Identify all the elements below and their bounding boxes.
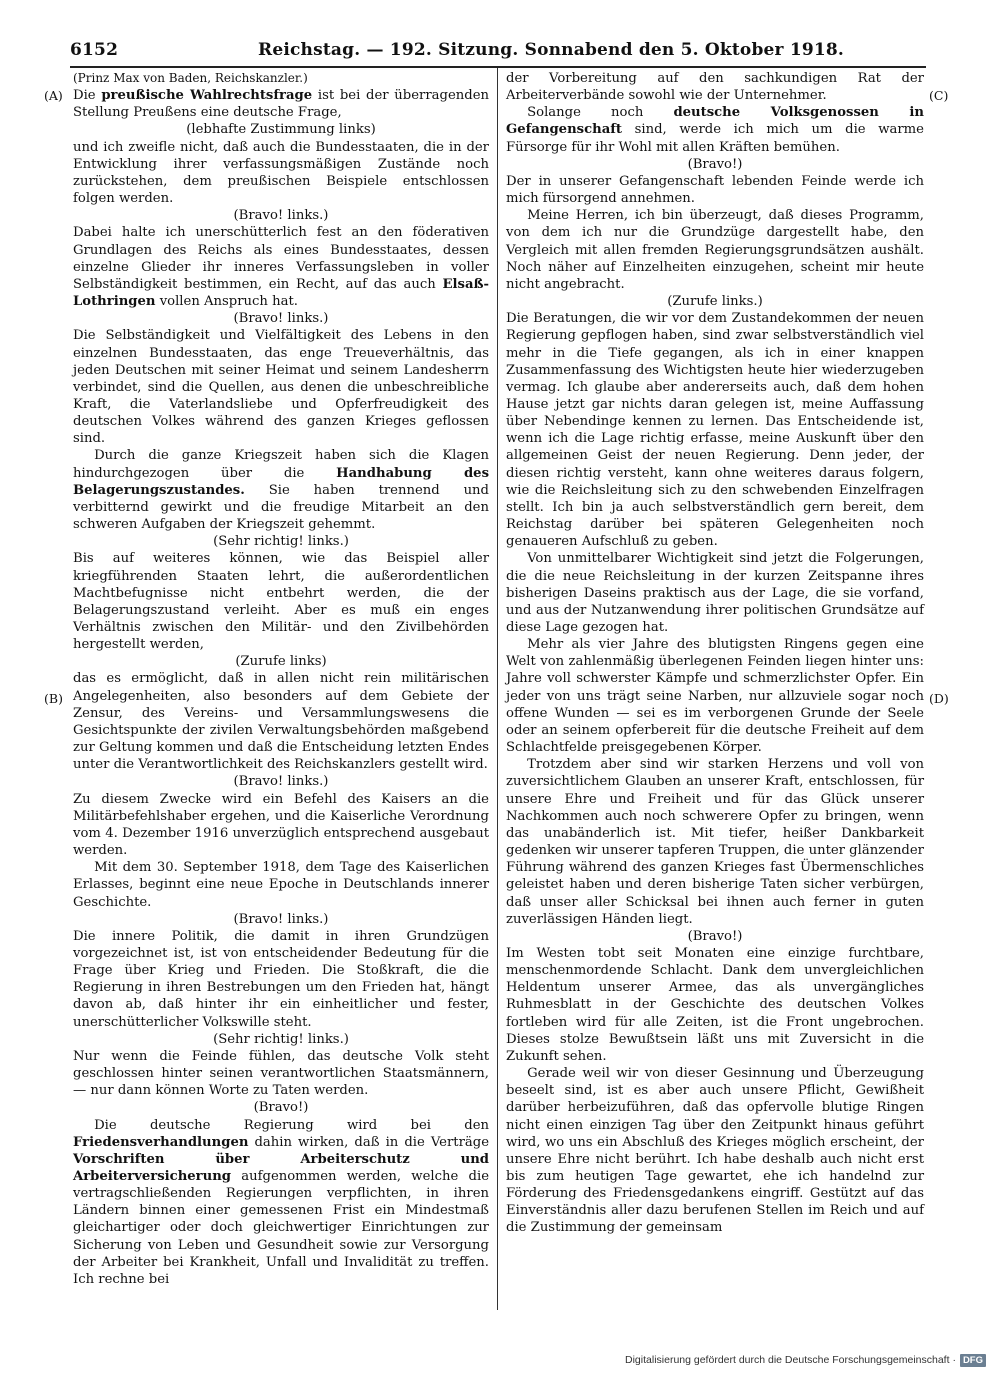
interjection: (Sehr richtig! links.) xyxy=(213,1031,349,1047)
margin-marker-b: (B) xyxy=(44,691,63,706)
interjection: (Bravo! links.) xyxy=(233,911,329,927)
speaker-attribution: (Prinz Max von Baden, Reichskanzler.) xyxy=(73,71,308,85)
paragraph: Die Selbständigkeit und Vielfältigkeit des Lebens in den einzelnen Bundesstaaten, das enge Treueverhältnis, das jeden Deutschen mit seiner Heimat und seinem Landesherrn verbindet, sind die Quellen, aus denen die unbeschreibliche Kraft, die Vaterlandsliebe und Opferfreudigkeit des deutschen Volkes während des ganzen Krieges geflossen sind. xyxy=(73,328,489,447)
paragraph: Gerade weil wir von dieser Gesinnung und Überzeugung beseelt sind, ist es aber auch unsere Pflicht, Gewißheit darüber herbeizuführen, daß das opfervolle blutige Ringen nicht einen einzigen Tag über den Zeitpunkt hinaus geführt wird, wo uns ein Abschluß des Krieges möglich erscheint, der unsere Ehre nicht berührt. Ich habe deshalb auch nicht erst bis zum heutigen Tage gewartet, ehe ich handelnd zur Förderung des Friedensgedankens eingriff. Gestützt auf das Einverständnis aller dazu berufenen Stellen im Reich und auf die Zustimmung der gemeinsam xyxy=(506,1066,924,1236)
paragraph: Trotzdem aber sind wir starken Herzens und voll von zuversichtlichem Glauben an unserer Kraft, entschlossen, für unsere Ehre und Freiheit und für das Glück unserer Nachkommen auch noch schwerere Opfer zu bringen, wenn das unabänderlich ist. Mit tiefer, heißer Dankbarkeit gedenken wir unserer tapferen Truppen, die unter glänzender Führung während des ganzen Krieges fast Übermenschliches geleistet haben und deren bisherige Taten sicher verbürgen, daß unser aller Schicksal bei ihnen auch ferner in guten zuverlässigen Händen liegt. xyxy=(506,757,924,927)
credit-text: Digitalisierung gefördert durch die Deutsche Forschungsgemeinschaft · xyxy=(625,1354,956,1366)
right-column xyxy=(506,70,924,1237)
left-column xyxy=(73,70,489,1288)
margin-marker-a: (A) xyxy=(44,88,63,103)
paragraph: Die innere Politik, die damit in ihren Grundzügen vorgezeichnet ist, ist von entscheidender Bedeutung für die Frage über Krieg und Frieden. Die Stoßkraft, die die Regierung in ihren Bestrebungen um den Frieden hat, hängt davon ab, daß hinter ihr ein einheitlicher und fester, unerschütterlicher Volkswille steht. xyxy=(73,928,489,1030)
digitization-credit xyxy=(625,1351,986,1369)
paragraph: Solange noch deutsche Volksgenossen in Gefangenschaft sind, werde ich mich um die warme Fürsorge für ihr Wohl mit allen Kräften bemühen. xyxy=(506,105,924,155)
paragraph: Die preußische Wahlrechtsfrage ist bei der überragenden Stellung Preußens eine deutsche Frage, xyxy=(73,88,489,121)
paragraph: Die deutsche Regierung wird bei den Friedensverhandlungen dahin wirken, daß in die Verträge Vorschriften über Arbeiterschutz und Arbeiterversicherung aufgenommen werden, welche die vertragschließenden Regierungen verpflichten, in ihren Ländern binnen einer gemessenen Frist ein Mindestmaß gleichartiger oder doch gleichwertiger Einrichtungen zur Sicherung von Leben und Gesundheit sowie zur Versorgung der Arbeiter bei Krankheit, Unfall und Invalidität zu treffen. Ich rechne bei xyxy=(73,1117,489,1287)
paragraph: Durch die ganze Kriegszeit haben sich die Klagen hindurchgezogen über die Handhabung des Belagerungszustandes. Sie haben trennend und verbitternd gewirkt und die freudige Mitarbeit an den schweren Aufgaben der Kriegszeit gehemmt. xyxy=(73,448,489,533)
running-title: Reichstag. — 192. Sitzung. Sonnabend den 5. Oktober 1918. xyxy=(258,40,845,60)
paragraph: Nur wenn die Feinde fühlen, das deutsche Volk steht geschlossen hinter seinen verantwortlichen Staatsmännern, — nur dann können Worte zu Taten werden. xyxy=(73,1048,489,1099)
paragraph: der Vorbereitung auf den sachkundigen Rat der Arbeiterverbände sowohl wie der Unternehmer. xyxy=(506,71,924,104)
paragraph: Meine Herren, ich bin überzeugt, daß dieses Programm, von dem ich nur die Grundzüge dargestellt habe, den Vergleich mit allen fremden Regierungsgrundsätzen aushält. Noch näher auf Einzelheiten einzugehen, scheint mir heute nicht angebracht. xyxy=(506,208,924,292)
header-rule xyxy=(70,66,926,68)
emphasis: Vorschriften über Arbeiterschutz und Arbeiterversicherung xyxy=(73,1151,489,1184)
margin-marker-c: (C) xyxy=(929,88,949,103)
margin-marker-d: (D) xyxy=(929,691,949,706)
emphasis: deutsche Volksgenossen in Gefangenschaft xyxy=(506,105,924,138)
interjection: (Sehr richtig! links.) xyxy=(213,534,349,550)
emphasis: Friedensverhandlungen xyxy=(73,1134,249,1150)
interjection: (Zurufe links.) xyxy=(667,294,763,310)
paragraph: Dabei halte ich unerschütterlich fest an den föderativen Grundlagen des Reichs als eines Bundesstaates, dessen einzelne Glieder ihr inneres Verfassungsleben in voller Selbständigkeit bestimmen, ein Recht, auf das auch Elsaß-Lothringen vollen Anspruch hat. xyxy=(73,225,489,310)
paragraph: Der in unserer Gefangenschaft lebenden Feinde werde ich mich fürsorgend annehmen. xyxy=(506,173,924,207)
paragraph: das es ermöglicht, daß in allen nicht rein militärischen Angelegenheiten, also besonders auf dem Gebiete der Zensur, des Vereins- und Versammlungswesens die Gesichtspunkte der zivilen Verwaltungsbehörden maßgebend zur Geltung kommen und daß die Entscheidung letzten Endes unter die Verantwortlichkeit des Reichskanzlers gestellt wird. xyxy=(73,671,489,773)
interjection: (Bravo!) xyxy=(687,928,743,944)
dfg-logo-icon: DFG xyxy=(960,1354,986,1367)
paragraph: Mit dem 30. September 1918, dem Tage des Kaiserlichen Erlasses, beginnt eine neue Epoche in Deutschlands innerer Geschichte. xyxy=(73,860,489,910)
emphasis: Handhabung des Belagerungszustandes. xyxy=(73,465,489,498)
paragraph: und ich zweifle nicht, daß auch die Bundesstaaten, die in der Entwicklung ihrer verfassungsmäßigen Zustände noch zurückstehen, dem preußischen Beispiele entschlossen folgen werden. xyxy=(73,139,489,207)
emphasis: preußische Wahlrechtsfrage xyxy=(101,88,313,104)
paragraph: Zu diesem Zwecke wird ein Befehl des Kaisers an die Militärbefehlshaber ergehen, und die Kaiserliche Verordnung vom 4. Dezember 1916 unverzüglich entsprechend ausgebaut werden. xyxy=(73,791,489,859)
page-number: 6152 xyxy=(70,40,119,60)
interjection: (Bravo!) xyxy=(687,156,743,172)
paragraph: Die Beratungen, die wir vor dem Zustandekommen der neuen Regierung gepflogen haben, sind zwar selbstverständlich viel mehr in die Tiefe gegangen, als ich in einer knappen Zusammenfassung des Wichtigsten heute hier wiederzugeben vermag. Ich glaube aber andererseits auch, daß dem hohen Hause jetzt gar nichts daran gelegen ist, meine Auffassung über Nebendinge kennen zu lernen. Das Entscheidende ist, wenn ich die Lage richtig erfasse, meine Auskunft über den allgemeinen Geist der neuen Regierung. Denn jeder, der diesen richtig versteht, kann ohne weiteres daraus folgern, wie die Reichsleitung sich zu den schwebenden Einzelfragen stellt. Ich bin ja auch selbstverständlich gern bereit, dem Reichstag darüber bei späteren Gelegenheiten noch genaueren Aufschluß zu geben. xyxy=(506,311,924,550)
interjection: (Bravo!) xyxy=(253,1100,309,1116)
interjection: (Bravo! links.) xyxy=(233,311,329,327)
interjection: (lebhafte Zustimmung links) xyxy=(186,122,376,138)
emphasis: Elsaß-Lothringen xyxy=(73,276,489,310)
interjection: (Bravo! links.) xyxy=(233,208,329,224)
paragraph: Von unmittelbarer Wichtigkeit sind jetzt die Folgerungen, die die neue Reichsleitung in der kurzen Zeitspanne ihres bisherigen Daseins praktisch aus der Lage, die sie vorfand, und aus der Nutzanwendung ihrer politischen Grundsätze auf diese Lage gezogen hat. xyxy=(506,551,924,635)
paragraph: Bis auf weiteres können, wie das Beispiel aller kriegführenden Staaten lehrt, die außerordentlichen Machtbefugnisse nicht entbehrt werden, die der Belagerungszustand verleiht. Aber es muß ein enges Verhältnis zwischen den Militär- und den Zivilbehörden hergestellt werden, xyxy=(73,551,489,653)
page-header xyxy=(70,40,926,66)
paragraph: Mehr als vier Jahre des blutigsten Ringens gegen eine Welt von zahlenmäßig überlegenen Feinden liegen hinter uns: Jahre voll schwerster Kämpfe und schmerzlichster Opfer. Ein jeder von uns trägt seine Narben, nur allzuviele sogar noch offene Wunden — sei es im verborgenen Grunde der Seele oder an seinem opferbereit für die deutsche Freiheit auf dem Schlachtfelde preisgegebenen Körper. xyxy=(506,637,924,756)
column-divider xyxy=(497,68,498,1310)
paragraph: Im Westen tobt seit Monaten eine einzige furchtbare, menschenmordende Schlacht. Dank dem unvergleichlichen Heldentum unserer Armee, das als unvergängliches Ruhmesblatt in der Geschichte des deutschen Volkes fortleben wird für alle Zeiten, ist die Front ungebrochen. Dieses stolze Bewußtsein läßt uns mit Zuversicht in die Zukunft sehen. xyxy=(506,945,924,1064)
interjection: (Zurufe links) xyxy=(235,654,327,670)
interjection: (Bravo! links.) xyxy=(233,774,329,790)
